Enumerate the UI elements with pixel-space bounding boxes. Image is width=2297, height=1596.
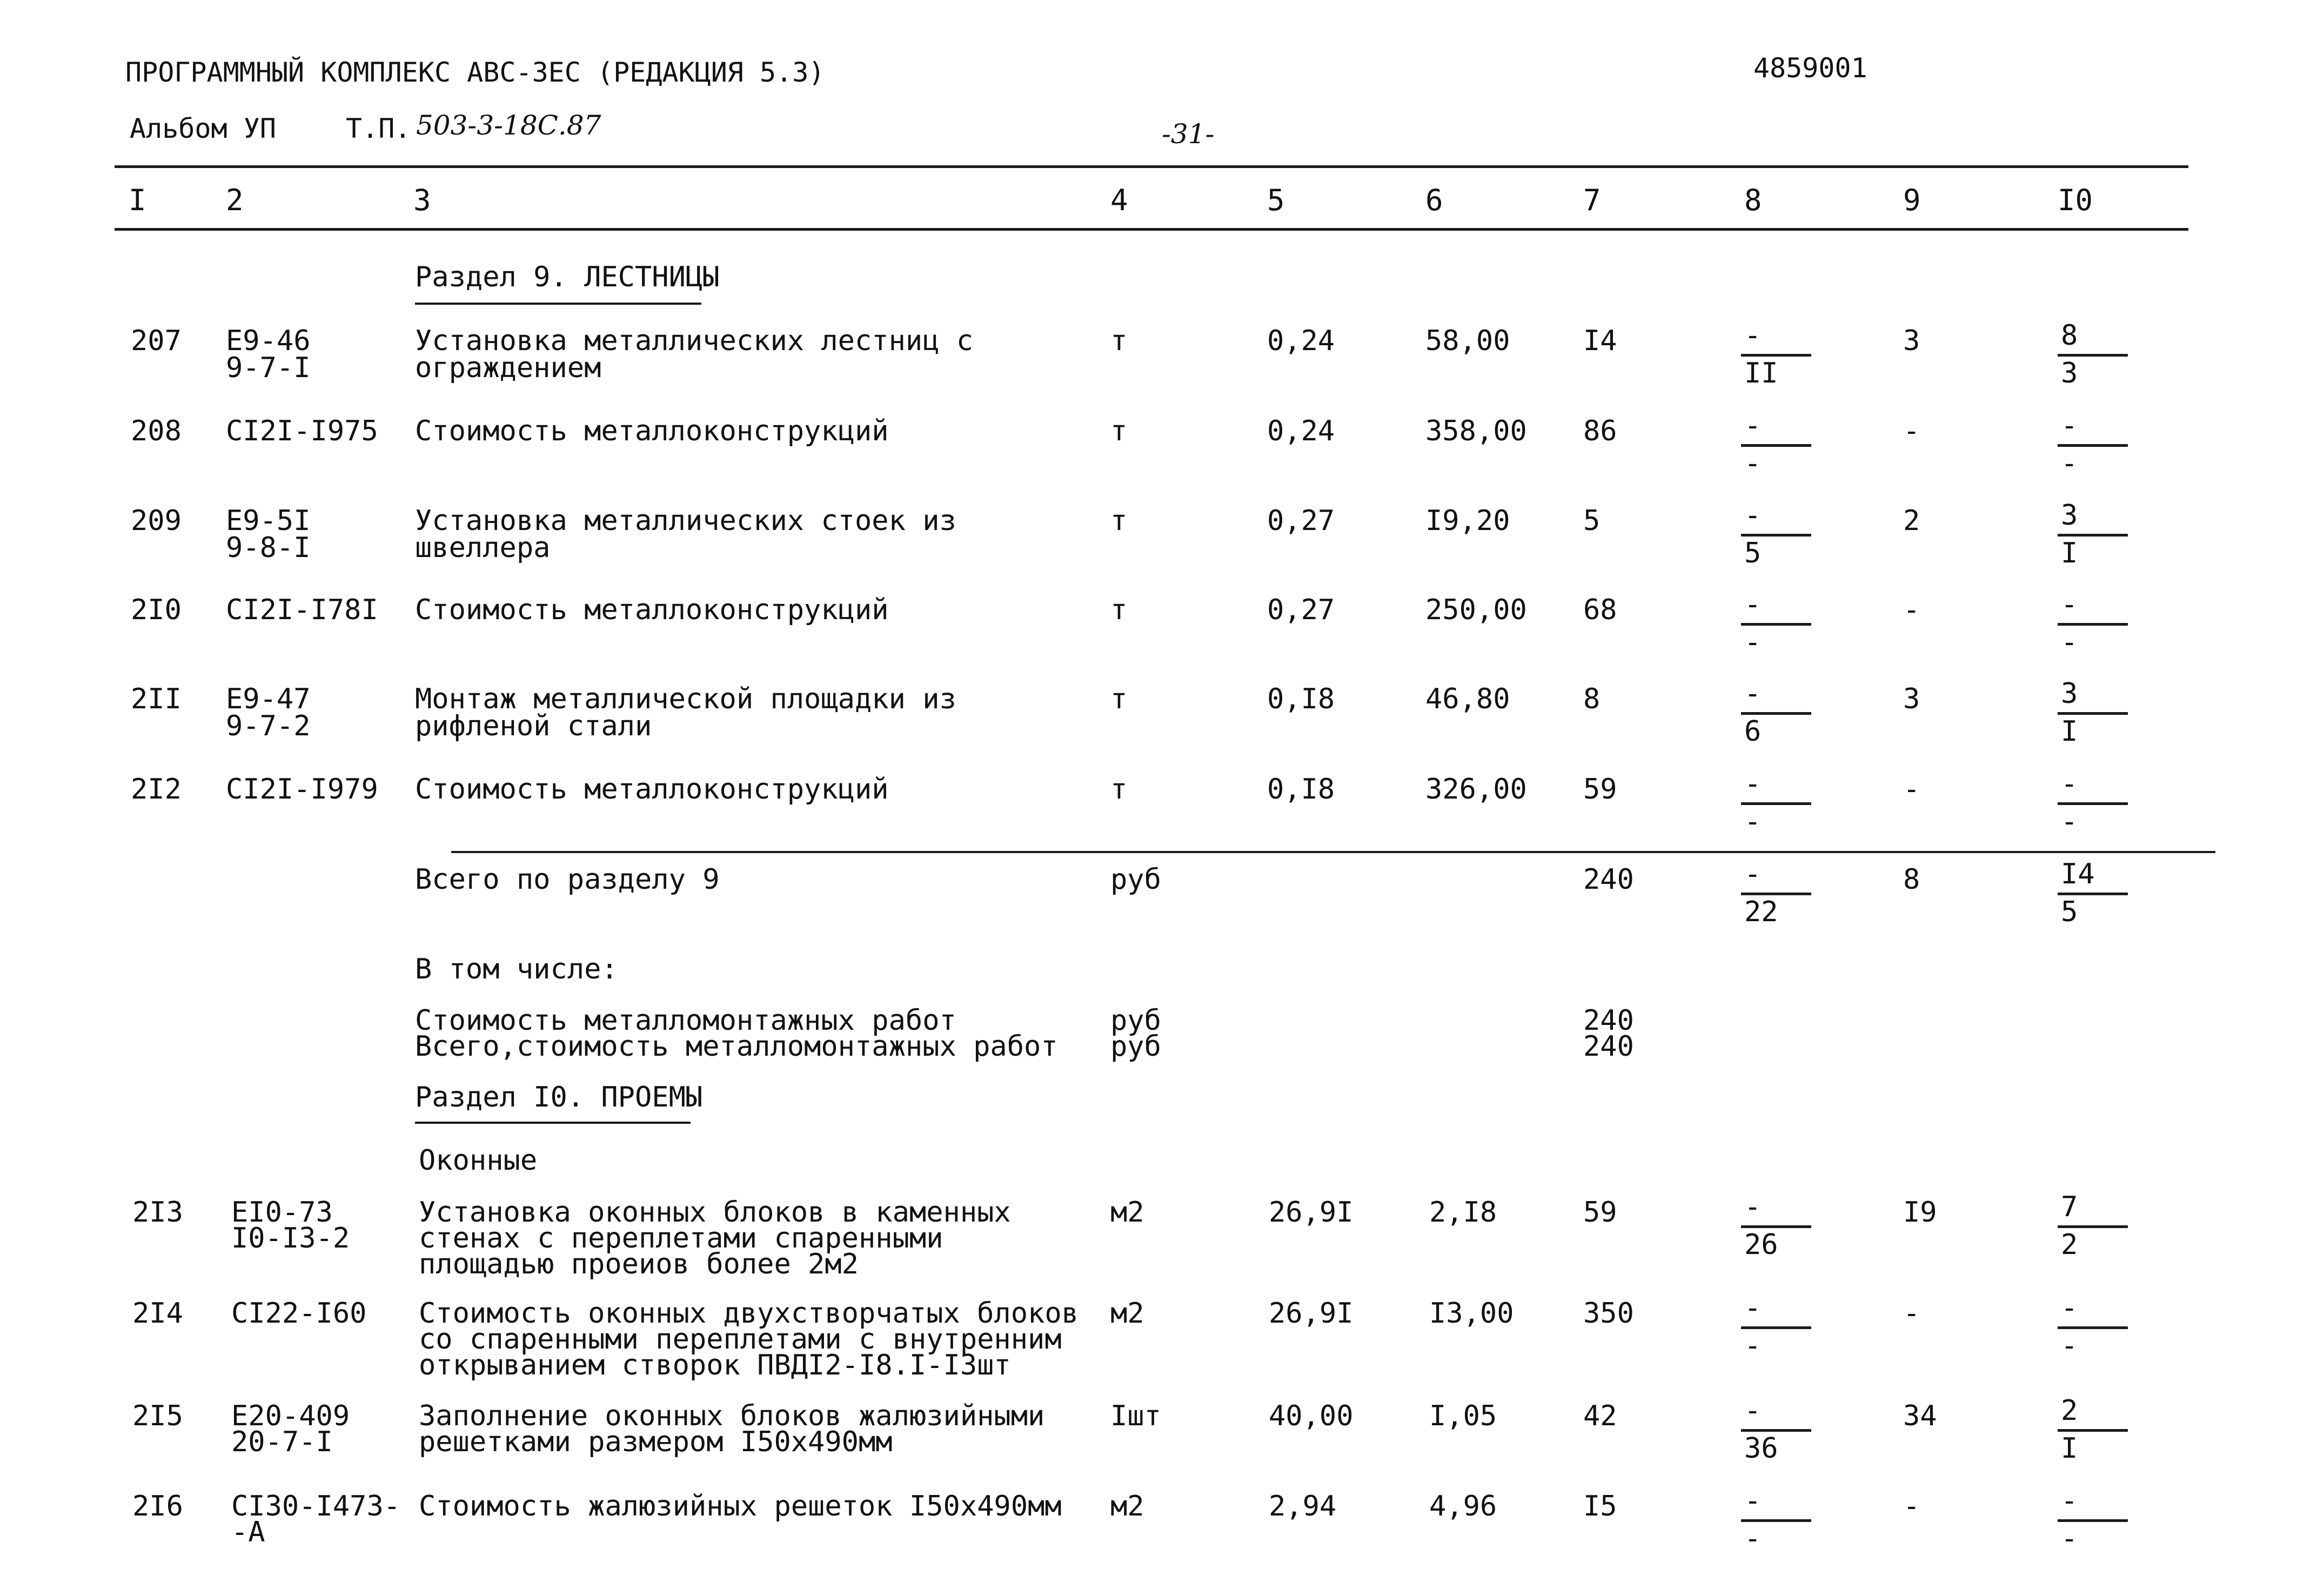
row-number: 207 (131, 325, 182, 357)
fraction-bottom: 5 (1744, 537, 1762, 569)
fraction-bar (1741, 534, 1811, 537)
fraction-bottom: - (1744, 806, 1762, 838)
row-total: 8 (1583, 683, 1600, 715)
fraction-bottom: 2 (2061, 1229, 2078, 1261)
row-number: 2I3 (132, 1196, 183, 1229)
fraction-bar (2058, 1429, 2128, 1432)
row-code-2: 20-7-I (231, 1426, 333, 1458)
subtotal-2-unit: руб (1110, 1030, 1161, 1063)
row-code: Е9-5I (226, 505, 311, 537)
row-code-2: -А (231, 1516, 265, 1548)
fraction-top: - (1744, 1485, 1762, 1517)
subtotal-1-label: Стоимость металломонтажных работ (415, 1004, 956, 1037)
fraction-bar (2058, 712, 2128, 715)
fraction-bar (1741, 354, 1811, 357)
row-quantity: 26,9I (1269, 1196, 1354, 1229)
fraction-top: - (2061, 588, 2078, 621)
row-code-2: 9-7-2 (226, 710, 311, 742)
row-col10-fraction (2058, 1191, 2128, 1261)
row-description: Установка оконных блоков в каменных (419, 1196, 1011, 1229)
column-header-9: 9 (1903, 183, 1921, 217)
row-code: CI30-I473- (231, 1490, 401, 1523)
subtotal-2-label: Всего,стоимость металломонтажных работ (415, 1030, 1058, 1063)
fraction-bottom: - (2061, 447, 2078, 480)
row-col10-fraction (2058, 410, 2128, 480)
fraction-top: - (1744, 768, 1762, 800)
row-unit: т (1110, 505, 1128, 537)
fraction-bar (1741, 1429, 1811, 1432)
fraction-bar (2058, 534, 2128, 537)
fraction-bottom: 6 (1744, 715, 1762, 748)
fraction-bottom: 36 (1744, 1432, 1778, 1465)
page-number: -31- (1162, 118, 1215, 150)
section-10-subtitle: Оконные (419, 1144, 538, 1177)
row-total: 350 (1583, 1297, 1634, 1330)
total-label: Всего по разделу 9 (415, 863, 720, 896)
section-9-title: Раздел 9. ЛЕСТНИЦЫ (415, 261, 720, 293)
row-code: CI2I-I979 (226, 773, 378, 806)
row-col10-fraction (2058, 678, 2128, 748)
fraction-top: 7 (2061, 1191, 2078, 1223)
row-unit: т (1110, 594, 1128, 626)
row-number: 2I0 (131, 594, 182, 626)
fraction-top: - (1744, 858, 1762, 890)
row-col8-fraction (1741, 410, 1811, 480)
row-price: I3,00 (1429, 1297, 1514, 1330)
row-description-3: открыванием створок ПВДI2-I8.I-I3шт (419, 1349, 1011, 1382)
row-description-3: площадью проеиов более 2м2 (419, 1248, 859, 1280)
tp-handwritten-number: 503-3-18С.87 (416, 110, 601, 141)
row-quantity: 26,9I (1269, 1297, 1354, 1330)
fraction-bottom: - (1744, 1330, 1762, 1362)
row-code: Е9-47 (226, 683, 311, 715)
row-number: 208 (131, 415, 182, 447)
fraction-bar (1741, 1225, 1811, 1228)
row-total: 42 (1583, 1400, 1617, 1432)
row-code: CI22-I60 (231, 1297, 367, 1330)
row-number: 2II (131, 683, 182, 715)
row-code-2: 9-7-I (226, 352, 311, 384)
row-quantity: 0,I8 (1267, 683, 1335, 715)
fraction-top: - (1744, 499, 1762, 532)
row-col8-fraction (1741, 1394, 1811, 1465)
column-header-3: 3 (413, 183, 431, 217)
row-price: I9,20 (1425, 505, 1510, 537)
row-quantity: 0,I8 (1267, 773, 1335, 806)
including-label: В том числе: (415, 953, 618, 985)
fraction-bar (2058, 1225, 2128, 1228)
fraction-bar (1741, 1519, 1811, 1522)
fraction-bottom: - (2061, 806, 2078, 838)
header-bottom-rule (115, 228, 2188, 231)
row-description-2: решетками размером I50х490мм (419, 1426, 893, 1458)
row-description-2: швеллера (415, 532, 551, 564)
row-number: 209 (131, 505, 182, 537)
row-col10-fraction (2058, 1485, 2128, 1555)
row-unit: м2 (1110, 1297, 1144, 1330)
fraction-bottom: 5 (2061, 896, 2078, 928)
fraction-bar (2058, 354, 2128, 357)
row-description: Монтаж металлической площадки из (415, 683, 956, 715)
row-col10-fraction (2058, 588, 2128, 659)
row-code: CI2I-I78I (226, 594, 378, 626)
fraction-bar (2058, 802, 2128, 805)
row-col8-fraction (1741, 319, 1811, 390)
row-code-2: I0-I3-2 (231, 1222, 350, 1255)
row-description-2: стенах с переплетами спаренными (419, 1222, 943, 1255)
row-col10-fraction (2058, 1394, 2128, 1465)
row-total: I4 (1583, 325, 1617, 357)
row-col9: 3 (1903, 325, 1920, 357)
fraction-top: I4 (2061, 858, 2095, 890)
row-col9: 2 (1903, 505, 1920, 537)
row-description: Стоимость металлоконструкций (415, 594, 889, 626)
row-col9: 34 (1903, 1400, 1937, 1432)
fraction-bottom: I (2061, 537, 2078, 569)
row-col9: - (1903, 415, 1920, 447)
row-price: 326,00 (1425, 773, 1527, 806)
fraction-bar (1741, 623, 1811, 626)
fraction-bar (2058, 1326, 2128, 1329)
row-col9: - (1903, 773, 1920, 806)
fraction-bar (1741, 712, 1811, 715)
row-col10-fraction (2058, 768, 2128, 838)
row-col9: - (1903, 1490, 1920, 1523)
row-code-2: 9-8-I (226, 532, 311, 564)
row-number: 2I6 (132, 1490, 183, 1523)
row-total: 86 (1583, 415, 1617, 447)
fraction-bottom: - (2061, 1330, 2078, 1362)
row-code: Е9-46 (226, 325, 311, 357)
total-value: 240 (1583, 863, 1634, 896)
fraction-bar (2058, 893, 2128, 895)
fraction-bottom: - (2061, 626, 2078, 659)
fraction-bar (1741, 1326, 1811, 1329)
fraction-bottom: 26 (1744, 1229, 1778, 1261)
fraction-top: - (1744, 319, 1762, 352)
fraction-bottom: - (1744, 626, 1762, 659)
row-total: 68 (1583, 594, 1617, 626)
row-col9: - (1903, 594, 1920, 626)
header-top-rule (115, 165, 2188, 168)
row-code: Е20-409 (231, 1400, 350, 1432)
row-col9: 3 (1903, 683, 1920, 715)
row-description: Установка металлических стоек из (415, 505, 956, 537)
row-description: Стоимость металлоконструкций (415, 415, 889, 447)
row-unit: м2 (1110, 1196, 1144, 1229)
fraction-top: - (2061, 768, 2078, 800)
row-quantity: 0,27 (1267, 505, 1335, 537)
row-quantity: 0,27 (1267, 594, 1335, 626)
fraction-bottom: - (1744, 1523, 1762, 1555)
row-col8-fraction (1741, 768, 1811, 838)
row-quantity: 2,94 (1269, 1490, 1337, 1523)
row-price: 46,80 (1425, 683, 1510, 715)
column-header-8: 8 (1744, 183, 1762, 217)
column-header-4: 4 (1110, 183, 1128, 217)
fraction-top: - (1744, 1191, 1762, 1223)
fraction-top: 8 (2061, 319, 2078, 352)
section-10-title-underline (415, 1122, 691, 1124)
fraction-bottom: 22 (1744, 896, 1778, 928)
total-col8-fraction (1741, 858, 1811, 928)
row-price: 250,00 (1425, 594, 1527, 626)
row-col10-fraction (2058, 319, 2128, 390)
fraction-bottom: I (2061, 1432, 2078, 1465)
row-description: Стоимость металлоконструкций (415, 773, 889, 806)
row-total: 5 (1583, 505, 1600, 537)
row-price: 2,I8 (1429, 1196, 1497, 1229)
section-9-title-underline (415, 303, 701, 305)
row-col9: I9 (1903, 1196, 1937, 1229)
total-col9: 8 (1903, 863, 1920, 896)
row-col10-fraction (2058, 1292, 2128, 1362)
section-9-total-rule (451, 851, 2215, 853)
fraction-top: - (2061, 410, 2078, 442)
fraction-bar (1741, 444, 1811, 447)
row-total: I5 (1583, 1490, 1617, 1523)
tp-label: Т.П. (346, 113, 411, 144)
fraction-top: - (1744, 410, 1762, 442)
column-header-6: 6 (1425, 183, 1443, 217)
fraction-bottom: II (1744, 357, 1778, 390)
row-unit: т (1110, 773, 1128, 806)
row-code: ЕI0-73 (231, 1196, 333, 1229)
row-total: 59 (1583, 773, 1617, 806)
fraction-bottom: - (1744, 447, 1762, 480)
row-col8-fraction (1741, 499, 1811, 569)
fraction-bottom: 3 (2061, 357, 2078, 390)
fraction-top: - (1744, 678, 1762, 710)
row-description-2: со спаренными переплетами с внутренним (419, 1323, 1062, 1356)
subtotal-2-value: 240 (1583, 1030, 1634, 1063)
row-number: 2I2 (131, 773, 182, 806)
row-number: 2I4 (132, 1297, 183, 1330)
fraction-top: - (2061, 1292, 2078, 1324)
row-description-2: ограждением (415, 352, 601, 384)
column-header-5: 5 (1267, 183, 1285, 217)
row-quantity: 0,24 (1267, 415, 1335, 447)
row-col8-fraction (1741, 1292, 1811, 1362)
row-unit: м2 (1110, 1490, 1144, 1523)
subtotal-1-unit: руб (1110, 1004, 1161, 1037)
fraction-top: - (1744, 1394, 1762, 1427)
row-description: Заполнение оконных блоков жалюзийными (419, 1400, 1045, 1432)
row-unit: т (1110, 415, 1128, 447)
row-description-2: рифленой стали (415, 710, 652, 742)
total-unit: руб (1110, 863, 1161, 896)
column-header-2: 2 (226, 183, 244, 217)
fraction-top: 3 (2061, 499, 2078, 532)
row-unit: Iшт (1110, 1400, 1161, 1432)
row-price: I,05 (1429, 1400, 1497, 1432)
document-number: 4859001 (1753, 52, 1867, 84)
fraction-bar (2058, 623, 2128, 626)
column-header-7: 7 (1583, 183, 1601, 217)
program-title: ПРОГРАММНЫЙ КОМПЛЕКС АВС-ЗЕС (РЕДАКЦИЯ 5.3) (125, 57, 825, 88)
row-number: 2I5 (132, 1400, 183, 1432)
row-description: Стоимость оконных двухстворчатых блоков (419, 1297, 1079, 1330)
row-unit: т (1110, 683, 1128, 715)
album-label: Альбом УП (130, 113, 276, 144)
fraction-bottom: I (2061, 715, 2078, 748)
subtotal-1-value: 240 (1583, 1004, 1634, 1037)
fraction-top: 2 (2061, 1394, 2078, 1427)
row-unit: т (1110, 325, 1128, 357)
row-col10-fraction (2058, 499, 2128, 569)
row-col8-fraction (1741, 588, 1811, 659)
row-quantity: 40,00 (1269, 1400, 1354, 1432)
fraction-top: - (2061, 1485, 2078, 1517)
row-col9: - (1903, 1297, 1920, 1330)
row-price: 4,96 (1429, 1490, 1497, 1523)
fraction-bar (2058, 1519, 2128, 1522)
row-price: 358,00 (1425, 415, 1527, 447)
fraction-bar (1741, 893, 1811, 895)
column-header-1: I (129, 183, 146, 217)
section-10-title: Раздел I0. ПРОЕМЫ (415, 1081, 703, 1114)
row-col8-fraction (1741, 1191, 1811, 1261)
fraction-bar (2058, 444, 2128, 447)
fraction-bottom: - (2061, 1523, 2078, 1555)
total-col10-fraction (2058, 858, 2128, 928)
row-description: Установка металлических лестниц с (415, 325, 974, 357)
fraction-top: - (1744, 588, 1762, 621)
row-col8-fraction (1741, 1485, 1811, 1555)
column-header-10: I0 (2058, 183, 2093, 217)
row-total: 59 (1583, 1196, 1617, 1229)
fraction-top: - (1744, 1292, 1762, 1324)
row-description: Стоимость жалюзийных решеток I50х490мм (419, 1490, 1062, 1523)
fraction-bar (1741, 802, 1811, 805)
row-col8-fraction (1741, 678, 1811, 748)
row-price: 58,00 (1425, 325, 1510, 357)
row-quantity: 0,24 (1267, 325, 1335, 357)
row-code: CI2I-I975 (226, 415, 378, 447)
fraction-top: 3 (2061, 678, 2078, 710)
